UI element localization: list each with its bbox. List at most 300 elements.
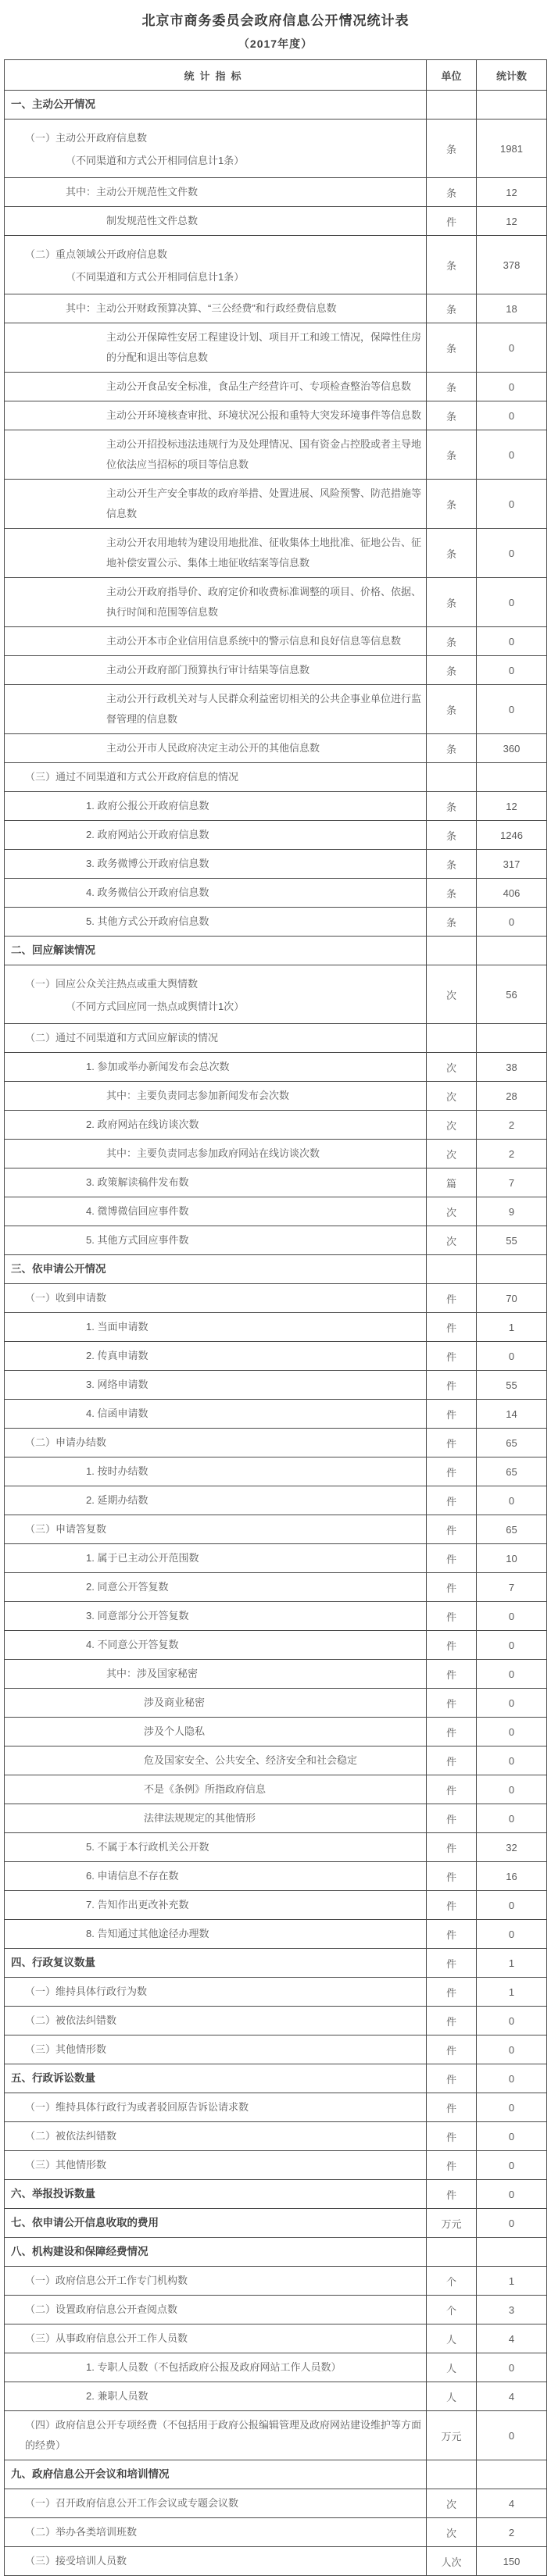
unit-cell: 条 — [427, 734, 477, 763]
indicator-label: 八、机构建设和保障经费情况 — [11, 2246, 148, 2257]
table-row — [5, 1082, 547, 1111]
indicator-cell — [5, 2007, 427, 2035]
table-row — [5, 1226, 547, 1255]
table-row — [5, 627, 547, 656]
unit-cell: 件 — [427, 2122, 477, 2151]
indicator-cell — [5, 1429, 427, 1457]
indicator-cell — [5, 1255, 427, 1284]
table-row — [5, 1544, 547, 1573]
table-row — [5, 1949, 547, 1978]
table-row — [5, 1486, 547, 1515]
indicator-cell — [5, 908, 427, 937]
indicator-cell — [5, 1024, 427, 1053]
indicator-cell — [5, 430, 427, 480]
value-cell: 0 — [477, 1342, 547, 1371]
unit-cell — [427, 2238, 477, 2267]
indicator-sublabel: （不同渠道和方式公开相同信息计1条） — [66, 271, 245, 283]
table-row — [5, 373, 547, 401]
table-row — [5, 1660, 547, 1689]
unit-cell — [427, 2460, 477, 2489]
unit-cell: 件 — [427, 1804, 477, 1833]
unit-cell: 件 — [427, 2151, 477, 2180]
indicator-cell — [5, 1718, 427, 1746]
indicator-label: （三）申请答复数 — [25, 1523, 107, 1535]
indicator-label: （二）设置政府信息公开查阅点数 — [25, 2303, 178, 2315]
indicator-cell — [5, 1949, 427, 1978]
value-cell: 0 — [477, 1891, 547, 1920]
value-cell: 14 — [477, 1400, 547, 1429]
table-row — [5, 879, 547, 908]
table-row — [5, 937, 547, 965]
unit-cell: 件 — [427, 1544, 477, 1573]
indicator-label: 主动公开环境核查审批、环境状况公报和重特大突发环境事件等信息数 — [106, 409, 422, 421]
table-row — [5, 2180, 547, 2209]
indicator-label: 7. 告知作出更改补充数 — [86, 1899, 189, 1911]
indicator-label: （一）收到申请数 — [25, 1292, 107, 1304]
unit-cell: 次 — [427, 1082, 477, 1111]
value-cell: 0 — [477, 578, 547, 627]
indicator-cell — [5, 1140, 427, 1168]
table-row — [5, 1891, 547, 1920]
value-cell: 65 — [477, 1457, 547, 1486]
indicator-cell — [5, 1342, 427, 1371]
value-cell: 55 — [477, 1226, 547, 1255]
indicator-cell — [5, 627, 427, 656]
indicator-label: （一）主动公开政府信息数 — [25, 132, 148, 144]
indicator-cell — [5, 1862, 427, 1891]
indicator-label: 3. 政策解读稿件发布数 — [86, 1176, 189, 1188]
indicator-cell — [5, 1746, 427, 1775]
unit-cell: 次 — [427, 1111, 477, 1140]
indicator-cell — [5, 656, 427, 685]
unit-cell: 条 — [427, 373, 477, 401]
table-row — [5, 1631, 547, 1660]
indicator-label: （三）通过不同渠道和方式公开政府信息的情况 — [25, 771, 239, 783]
value-cell — [477, 2460, 547, 2489]
unit-cell — [427, 937, 477, 965]
unit-cell: 人 — [427, 2382, 477, 2411]
indicator-label: 2. 延期办结数 — [86, 1494, 148, 1506]
unit-cell: 条 — [427, 656, 477, 685]
value-cell: 12 — [477, 207, 547, 236]
indicator-label: 主动公开农用地转为建设用地批准、征收集体土地批准、征地公告、征地补偿安置公示、集体土地征收结案等信息数 — [106, 537, 422, 569]
indicator-cell — [5, 1168, 427, 1197]
unit-cell: 件 — [427, 2180, 477, 2209]
table-row — [5, 207, 547, 236]
table-row — [5, 850, 547, 879]
indicator-label: （二）申请办结数 — [25, 1436, 107, 1448]
indicator-cell — [5, 1082, 427, 1111]
indicator-label: 1. 属于已主动公开范围数 — [86, 1552, 199, 1564]
indicator-label: 主动公开招投标违法违规行为及处理情况、国有资金占控股或者主导地位依法应当招标的项目等信息数 — [106, 438, 422, 470]
indicator-label: （三）从事政府信息公开工作人员数 — [25, 2332, 188, 2344]
unit-cell: 件 — [427, 1284, 477, 1313]
indicator-cell — [5, 1891, 427, 1920]
value-cell: 56 — [477, 965, 547, 1024]
indicator-cell — [5, 1111, 427, 1140]
value-cell: 0 — [477, 2180, 547, 2209]
table-row — [5, 2122, 547, 2151]
table-row — [5, 2064, 547, 2093]
unit-cell: 件 — [427, 1313, 477, 1342]
indicator-label: （二）被依法纠错数 — [25, 2014, 117, 2026]
indicator-label: （一）回应公众关注热点或重大舆情数 — [25, 978, 199, 990]
table-row — [5, 1689, 547, 1718]
value-cell: 1981 — [477, 120, 547, 178]
indicator-cell — [5, 1313, 427, 1342]
value-cell: 0 — [477, 1804, 547, 1833]
table-row — [5, 2238, 547, 2267]
unit-cell: 条 — [427, 120, 477, 178]
value-cell: 0 — [477, 1920, 547, 1949]
unit-cell: 条 — [427, 401, 477, 430]
indicator-cell — [5, 1833, 427, 1862]
table-row — [5, 120, 547, 178]
unit-cell: 条 — [427, 236, 477, 294]
indicator-cell — [5, 821, 427, 850]
unit-cell: 条 — [427, 529, 477, 578]
value-cell: 1 — [477, 1949, 547, 1978]
indicator-label: 主动公开政府部门预算执行审计结果等信息数 — [106, 664, 310, 676]
indicator-label: （二）重点领域公开政府信息数 — [25, 248, 168, 260]
unit-cell: 人次 — [427, 2547, 477, 2576]
unit-cell: 件 — [427, 1718, 477, 1746]
value-cell: 0 — [477, 908, 547, 937]
value-cell: 0 — [477, 2007, 547, 2035]
value-cell: 70 — [477, 1284, 547, 1313]
unit-cell: 件 — [427, 1457, 477, 1486]
indicator-label: 2. 传真申请数 — [86, 1350, 148, 1361]
indicator-label: 其中：主动公开财政预算决算、“三公经费”和行政经费信息数 — [66, 302, 337, 314]
value-cell: 16 — [477, 1862, 547, 1891]
unit-cell: 件 — [427, 2093, 477, 2122]
value-cell: 0 — [477, 430, 547, 480]
indicator-label: 2. 同意公开答复数 — [86, 1581, 169, 1593]
table-row — [5, 1862, 547, 1891]
table-row — [5, 2324, 547, 2353]
value-cell: 7 — [477, 1573, 547, 1602]
indicator-cell — [5, 2035, 427, 2064]
table-row — [5, 2093, 547, 2122]
value-cell: 150 — [477, 2547, 547, 2576]
value-cell: 38 — [477, 1053, 547, 1082]
indicator-cell — [5, 2382, 427, 2411]
indicator-label: （一）政府信息公开工作专门机构数 — [25, 2275, 188, 2286]
indicator-cell — [5, 2064, 427, 2093]
indicator-cell — [5, 91, 427, 120]
value-cell: 0 — [477, 1631, 547, 1660]
table-row — [5, 1140, 547, 1168]
indicator-cell — [5, 2209, 427, 2238]
indicator-label: 其中：涉及国家秘密 — [106, 1668, 199, 1679]
unit-cell: 万元 — [427, 2411, 477, 2460]
unit-cell: 个 — [427, 2267, 477, 2296]
unit-cell: 件 — [427, 1400, 477, 1429]
table-header-row — [5, 60, 547, 91]
indicator-cell — [5, 2267, 427, 2296]
unit-cell: 条 — [427, 879, 477, 908]
unit-cell: 篇 — [427, 1168, 477, 1197]
indicator-label: 主动公开政府指导价、政府定价和收费标准调整的项目、价格、依据、执行时间和范围等信息数 — [106, 586, 422, 618]
value-cell: 4 — [477, 2382, 547, 2411]
value-cell: 1246 — [477, 821, 547, 850]
table-row — [5, 685, 547, 734]
header-unit: 单位 — [427, 60, 477, 91]
unit-cell: 条 — [427, 294, 477, 323]
indicator-label: 涉及个人隐私 — [144, 1725, 206, 1737]
unit-cell: 条 — [427, 578, 477, 627]
value-cell: 0 — [477, 2093, 547, 2122]
table-row — [5, 401, 547, 430]
unit-cell: 件 — [427, 1515, 477, 1544]
indicator-label: 法律法规规定的其他情形 — [144, 1812, 256, 1824]
indicator-cell — [5, 2238, 427, 2267]
table-row — [5, 1168, 547, 1197]
indicator-cell — [5, 1515, 427, 1544]
indicator-cell — [5, 1602, 427, 1631]
table-row — [5, 1371, 547, 1400]
indicator-cell — [5, 2324, 427, 2353]
unit-cell — [427, 763, 477, 792]
indicator-cell — [5, 2151, 427, 2180]
indicator-cell — [5, 685, 427, 734]
indicator-cell — [5, 2411, 427, 2460]
unit-cell: 条 — [427, 908, 477, 937]
indicator-label: 主动公开保障性安居工程建设计划、项目开工和竣工情况，保障性住房的分配和退出等信息数 — [106, 331, 422, 363]
table-row — [5, 91, 547, 120]
value-cell: 0 — [477, 1486, 547, 1515]
table-row — [5, 1573, 547, 1602]
table-row — [5, 792, 547, 821]
indicator-cell — [5, 937, 427, 965]
indicator-cell — [5, 965, 427, 1024]
value-cell — [477, 937, 547, 965]
unit-cell: 件 — [427, 1949, 477, 1978]
unit-cell: 件 — [427, 2007, 477, 2035]
indicator-cell — [5, 1920, 427, 1949]
value-cell — [477, 2238, 547, 2267]
unit-cell: 件 — [427, 1746, 477, 1775]
unit-cell: 件 — [427, 1660, 477, 1689]
table-row — [5, 1775, 547, 1804]
indicator-label: 危及国家安全、公共安全、经济安全和社会稳定 — [144, 1754, 358, 1766]
unit-cell: 万元 — [427, 2209, 477, 2238]
indicator-label: 1. 政府公报公开政府信息数 — [86, 800, 209, 812]
value-cell: 12 — [477, 792, 547, 821]
indicator-label: 主动公开行政机关对与人民群众利益密切相关的公共企事业单位进行监督管理的信息数 — [106, 693, 422, 725]
unit-cell: 件 — [427, 207, 477, 236]
value-cell — [477, 763, 547, 792]
indicator-label: 6. 申请信息不存在数 — [86, 1870, 179, 1882]
indicator-label: 制发规范性文件总数 — [106, 215, 199, 227]
table-row — [5, 1400, 547, 1429]
unit-cell: 件 — [427, 1573, 477, 1602]
indicator-label: 4. 不同意公开答复数 — [86, 1639, 179, 1650]
value-cell: 55 — [477, 1371, 547, 1400]
indicator-cell — [5, 1457, 427, 1486]
table-row — [5, 965, 547, 1024]
indicator-label: 其中：主要负责同志参加新闻发布会次数 — [106, 1090, 290, 1101]
indicator-cell — [5, 2518, 427, 2547]
indicator-label: 1. 当面申请数 — [86, 1321, 148, 1333]
value-cell: 0 — [477, 2151, 547, 2180]
indicator-label: 主动公开本市企业信用信息系统中的警示信息和良好信息等信息数 — [106, 635, 402, 647]
header-indicator: 统计指标 — [5, 60, 427, 91]
table-row — [5, 2007, 547, 2035]
indicator-cell — [5, 178, 427, 207]
unit-cell: 条 — [427, 850, 477, 879]
indicator-label: 其中：主要负责同志参加政府网站在线访谈次数 — [106, 1147, 320, 1159]
unit-cell: 件 — [427, 2064, 477, 2093]
unit-cell: 条 — [427, 792, 477, 821]
unit-cell: 条 — [427, 627, 477, 656]
indicator-cell — [5, 120, 427, 178]
unit-cell: 条 — [427, 821, 477, 850]
table-row — [5, 2035, 547, 2064]
unit-cell: 件 — [427, 1775, 477, 1804]
unit-cell: 人 — [427, 2353, 477, 2382]
indicator-label: （三）接受培训人员数 — [25, 2555, 127, 2567]
value-cell: 0 — [477, 2064, 547, 2093]
indicator-cell — [5, 1775, 427, 1804]
indicator-cell — [5, 2353, 427, 2382]
table-row — [5, 1313, 547, 1342]
page-subtitle: （2017年度） — [238, 37, 313, 50]
value-cell: 0 — [477, 401, 547, 430]
value-cell: 378 — [477, 236, 547, 294]
value-cell: 18 — [477, 294, 547, 323]
indicator-cell — [5, 236, 427, 294]
indicator-label: 七、依申请公开信息收取的费用 — [11, 2217, 159, 2228]
table-body — [5, 91, 547, 2576]
indicator-cell — [5, 763, 427, 792]
table-row — [5, 178, 547, 207]
indicator-cell — [5, 879, 427, 908]
indicator-cell — [5, 1371, 427, 1400]
unit-cell: 件 — [427, 1978, 477, 2007]
indicator-cell — [5, 1544, 427, 1573]
indicator-label: （四）政府信息公开专项经费（不包括用于政府公报编辑管理及政府网站建设维护等方面的经费） — [25, 2419, 422, 2451]
table-row — [5, 578, 547, 627]
indicator-label: 4. 微博微信回应事件数 — [86, 1205, 189, 1217]
value-cell — [477, 1255, 547, 1284]
value-cell: 0 — [477, 627, 547, 656]
table-row — [5, 430, 547, 480]
indicator-label: 四、行政复议数量 — [11, 1957, 95, 1968]
table-row — [5, 480, 547, 529]
indicator-cell — [5, 323, 427, 373]
unit-cell — [427, 1255, 477, 1284]
table-row — [5, 2151, 547, 2180]
unit-cell: 次 — [427, 1197, 477, 1226]
value-cell: 12 — [477, 178, 547, 207]
table-row — [5, 908, 547, 937]
value-cell: 32 — [477, 1833, 547, 1862]
value-cell: 0 — [477, 1775, 547, 1804]
indicator-cell — [5, 1660, 427, 1689]
indicator-cell — [5, 1400, 427, 1429]
indicator-label: 五、行政诉讼数量 — [11, 2072, 95, 2084]
value-cell: 0 — [477, 2035, 547, 2064]
indicator-cell — [5, 1689, 427, 1718]
table-row — [5, 2267, 547, 2296]
value-cell: 4 — [477, 2324, 547, 2353]
unit-cell: 件 — [427, 1371, 477, 1400]
indicator-label: 1. 按时办结数 — [86, 1465, 148, 1477]
unit-cell: 次 — [427, 1140, 477, 1168]
unit-cell: 件 — [427, 1486, 477, 1515]
value-cell: 0 — [477, 2353, 547, 2382]
value-cell: 0 — [477, 1602, 547, 1631]
value-cell: 1 — [477, 1978, 547, 2007]
table-row — [5, 1515, 547, 1544]
indicator-label: 九、政府信息公开会议和培训情况 — [11, 2468, 170, 2480]
table-row — [5, 1024, 547, 1053]
unit-cell: 次 — [427, 965, 477, 1024]
value-cell: 10 — [477, 1544, 547, 1573]
value-cell: 65 — [477, 1429, 547, 1457]
indicator-cell — [5, 1631, 427, 1660]
indicator-cell — [5, 401, 427, 430]
indicator-label: 其中：主动公开规范性文件数 — [66, 186, 199, 198]
table-row — [5, 1197, 547, 1226]
indicator-cell — [5, 734, 427, 763]
table-row — [5, 2460, 547, 2489]
value-cell: 360 — [477, 734, 547, 763]
indicator-cell — [5, 1486, 427, 1515]
table-row — [5, 2547, 547, 2576]
value-cell: 0 — [477, 1689, 547, 1718]
indicator-label: 4. 信函申请数 — [86, 1408, 148, 1419]
page-title: 北京市商务委员会政府信息公开情况统计表 — [141, 13, 410, 28]
unit-cell: 条 — [427, 323, 477, 373]
unit-cell: 件 — [427, 1891, 477, 1920]
value-cell — [477, 91, 547, 120]
table-row — [5, 1342, 547, 1371]
indicator-cell — [5, 578, 427, 627]
table-row — [5, 734, 547, 763]
table-row — [5, 236, 547, 294]
unit-cell: 次 — [427, 1226, 477, 1255]
indicator-label: （二）被依法纠错数 — [25, 2130, 117, 2142]
value-cell: 0 — [477, 1746, 547, 1775]
unit-cell: 条 — [427, 178, 477, 207]
indicator-cell — [5, 529, 427, 578]
indicator-cell — [5, 1284, 427, 1313]
indicator-label: 5. 其他方式回应事件数 — [86, 1234, 189, 1246]
indicator-label: 5. 其他方式公开政府信息数 — [86, 915, 209, 927]
indicator-label: （二）举办各类培训班数 — [25, 2526, 138, 2538]
indicator-cell — [5, 2460, 427, 2489]
value-cell: 0 — [477, 2209, 547, 2238]
indicator-cell — [5, 850, 427, 879]
indicator-label: 二、回应解读情况 — [11, 944, 95, 956]
value-cell: 28 — [477, 1082, 547, 1111]
table-row — [5, 1429, 547, 1457]
indicator-cell — [5, 1197, 427, 1226]
unit-cell: 条 — [427, 685, 477, 734]
unit-cell: 件 — [427, 1689, 477, 1718]
unit-cell: 次 — [427, 1053, 477, 1082]
unit-cell — [427, 1024, 477, 1053]
table-row — [5, 1053, 547, 1082]
table-row — [5, 1833, 547, 1862]
value-cell: 7 — [477, 1168, 547, 1197]
statistics-table — [4, 59, 547, 2576]
indicator-label: 2. 政府网站公开政府信息数 — [86, 829, 209, 840]
indicator-sublabel: （不同方式回应同一热点或舆情计1次） — [66, 1001, 245, 1012]
indicator-cell — [5, 480, 427, 529]
